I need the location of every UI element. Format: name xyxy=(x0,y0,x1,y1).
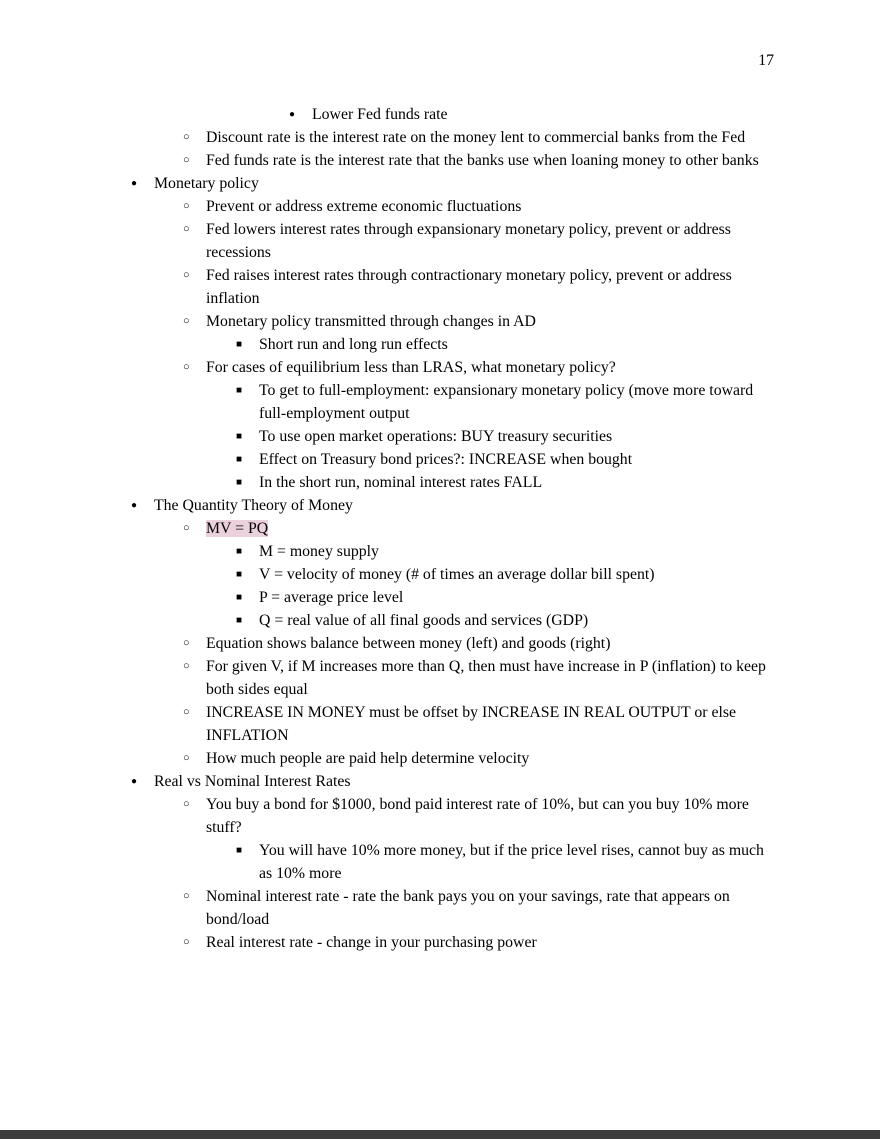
list-item-text: In the short run, nominal interest rates FALL xyxy=(259,474,543,491)
list-item-text: Q = real value of all final goods and services (GDP) xyxy=(259,612,589,629)
bullet-circle-icon: ○ xyxy=(183,706,190,718)
bullet-square-icon: ■ xyxy=(236,592,243,603)
bullet-square-icon: ■ xyxy=(236,615,243,626)
list-item xyxy=(0,264,772,310)
list-item xyxy=(0,172,772,195)
list-item xyxy=(0,425,772,448)
list-item-text: To use open market operations: BUY treasury securities xyxy=(259,428,613,445)
list-item-text: Fed raises interest rates through contractionary monetary policy, prevent or address inflation xyxy=(206,267,732,307)
list-item xyxy=(0,149,772,172)
list-item xyxy=(0,609,772,632)
bullet-square-icon: ■ xyxy=(236,546,243,557)
list-item xyxy=(0,586,772,609)
list-item xyxy=(0,333,772,356)
list-item-text: Monetary policy transmitted through changes in AD xyxy=(206,313,536,330)
bullet-square-icon: ■ xyxy=(236,339,243,350)
page-bottom-edge xyxy=(0,1130,880,1139)
list-item-text: INCREASE IN MONEY must be offset by INCREASE IN REAL OUTPUT or else INFLATION xyxy=(206,704,737,744)
list-item xyxy=(0,632,772,655)
list-item xyxy=(0,471,772,494)
bullet-square-icon: ■ xyxy=(236,385,243,396)
page-number: 17 xyxy=(758,52,774,69)
list-item-text: Equation shows balance between money (left) and goods (right) xyxy=(206,635,611,652)
list-item xyxy=(0,839,772,885)
list-item xyxy=(0,356,772,379)
list-item-text: P = average price level xyxy=(259,589,404,606)
list-item xyxy=(0,379,772,425)
bullet-circle-icon: ○ xyxy=(183,752,190,764)
list-item-text: Real vs Nominal Interest Rates xyxy=(154,773,351,790)
list-item-text: To get to full-employment: expansionary monetary policy (move more toward full-employment output xyxy=(259,382,754,422)
bullet-square-icon: ■ xyxy=(236,454,243,465)
list-item xyxy=(0,195,772,218)
bullet-disc-icon: ● xyxy=(289,109,296,120)
list-item-text: You buy a bond for $1000, bond paid interest rate of 10%, but can you buy 10% more stuff? xyxy=(206,796,749,836)
list-item-text-highlighted: MV = PQ xyxy=(206,520,269,537)
bullet-circle-icon: ○ xyxy=(183,269,190,281)
list-item xyxy=(0,494,772,517)
bullet-disc-icon: ● xyxy=(131,178,138,189)
list-item xyxy=(0,770,772,793)
list-item xyxy=(0,218,772,264)
list-item xyxy=(0,793,772,839)
list-item xyxy=(0,701,772,747)
list-item xyxy=(0,448,772,471)
list-item-text: You will have 10% more money, but if the price level rises, cannot buy as much as 10% more xyxy=(259,842,764,882)
list-item-text: Fed funds rate is the interest rate that the banks use when loaning money to other banks xyxy=(206,152,759,169)
bullet-square-icon: ■ xyxy=(236,569,243,580)
list-item xyxy=(0,563,772,586)
list-item xyxy=(0,540,772,563)
list-item-text: Effect on Treasury bond prices?: INCREASE when bought xyxy=(259,451,633,468)
bullet-circle-icon: ○ xyxy=(183,223,190,235)
bullet-disc-icon: ● xyxy=(131,776,138,787)
document-body xyxy=(0,103,880,954)
bullet-circle-icon: ○ xyxy=(183,936,190,948)
list-item-text: Fed lowers interest rates through expansionary monetary policy, prevent or address recessions xyxy=(206,221,731,261)
list-item xyxy=(0,310,772,333)
bullet-circle-icon: ○ xyxy=(183,154,190,166)
list-item-text: For cases of equilibrium less than LRAS, what monetary policy? xyxy=(206,359,616,376)
bullet-square-icon: ■ xyxy=(236,431,243,442)
bullet-circle-icon: ○ xyxy=(183,131,190,143)
bullet-circle-icon: ○ xyxy=(183,200,190,212)
bullet-circle-icon: ○ xyxy=(183,361,190,373)
list-item xyxy=(0,885,772,931)
list-item-text: Real interest rate - change in your purchasing power xyxy=(206,934,537,951)
bullet-circle-icon: ○ xyxy=(183,660,190,672)
list-item-text: Short run and long run effects xyxy=(259,336,448,353)
bullet-circle-icon: ○ xyxy=(183,315,190,327)
list-item xyxy=(0,931,772,954)
bullet-square-icon: ■ xyxy=(236,477,243,488)
list-item-text: Monetary policy xyxy=(154,175,259,192)
list-item xyxy=(0,655,772,701)
bullet-circle-icon: ○ xyxy=(183,798,190,810)
bullet-circle-icon: ○ xyxy=(183,637,190,649)
list-item xyxy=(0,747,772,770)
list-item-text: M = money supply xyxy=(259,543,379,560)
list-item-text: The Quantity Theory of Money xyxy=(154,497,353,514)
bullet-square-icon: ■ xyxy=(236,845,243,856)
list-item-text: Prevent or address extreme economic fluctuations xyxy=(206,198,522,215)
bullet-circle-icon: ○ xyxy=(183,890,190,902)
list-item-text: Discount rate is the interest rate on the money lent to commercial banks from the Fed xyxy=(206,129,746,146)
list-item-text: V = velocity of money (# of times an average dollar bill spent) xyxy=(259,566,655,583)
list-item-text: How much people are paid help determine velocity xyxy=(206,750,530,767)
list-item-text: Lower Fed funds rate xyxy=(312,106,448,123)
list-item xyxy=(0,517,772,540)
list-item-text: Nominal interest rate - rate the bank pays you on your savings, rate that appears on bond/load xyxy=(206,888,730,928)
list-item xyxy=(0,103,772,126)
list-item xyxy=(0,126,772,149)
list-item-text: For given V, if M increases more than Q, then must have increase in P (inflation) to keep both sides equal xyxy=(206,658,766,698)
bullet-circle-icon: ○ xyxy=(183,522,190,534)
bullet-disc-icon: ● xyxy=(131,500,138,511)
